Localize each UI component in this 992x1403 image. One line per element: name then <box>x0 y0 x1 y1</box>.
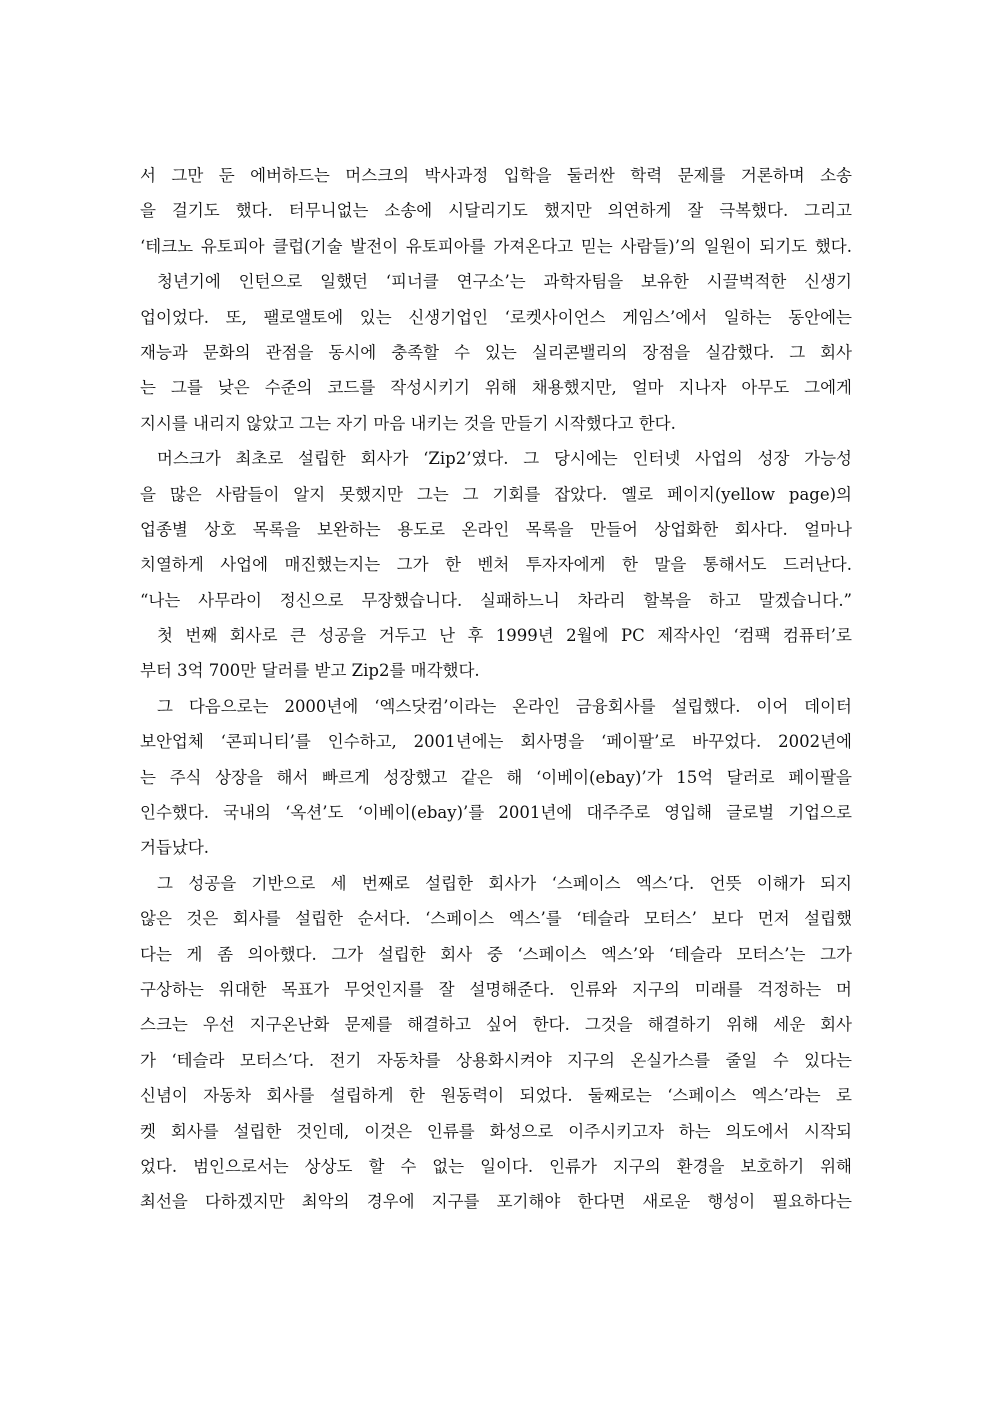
text-line: 었다. 범인으로서는 상상도 할 수 없는 일이다. 인류가 지구의 환경을 보호하기 위해 <box>140 1156 852 1176</box>
paragraph <box>140 618 852 689</box>
paragraph <box>140 689 852 866</box>
text-line: 그 다음으로는 2000년에 ‘엑스닷컴’이라는 온라인 금융회사를 설립했다. 이어 데이터 <box>157 696 852 716</box>
text-line: 부터 3억 700만 달러를 받고 Zip2를 매각했다. <box>140 661 480 681</box>
text-line: 치열하게 사업에 매진했는지는 그가 한 벤처 투자자에게 한 말을 통해서도 드러난다. <box>140 555 852 575</box>
paragraph <box>140 441 852 618</box>
text-line: 을 걸기도 했다. 터무니없는 소송에 시달리기도 했지만 의연하게 잘 극복했다. 그리고 <box>140 201 852 221</box>
text-line: 는 그를 낮은 수준의 코드를 작성시키기 위해 채용했지만, 얼마 지나자 아무도 그에게 <box>140 378 852 398</box>
text-line: 신념이 자동차 회사를 설립하게 한 원동력이 되었다. 둘째로는 ‘스페이스 엑스’라는 로 <box>140 1086 852 1106</box>
text-line: 다는 게 좀 의아했다. 그가 설립한 회사 중 ‘스페이스 엑스’와 ‘테슬라 모터스’는 그가 <box>140 944 852 964</box>
text-line: 재능과 문화의 관점을 동시에 충족할 수 있는 실리콘밸리의 장점을 실감했다. 그 회사 <box>140 342 852 362</box>
text-line: 구상하는 위대한 목표가 무엇인지를 잘 설명해준다. 인류와 지구의 미래를 걱정하는 머 <box>140 979 852 999</box>
text-line: 머스크가 최초로 설립한 회사가 ‘Zip2’였다. 그 당시에는 인터넷 사업의 성장 가능성 <box>157 449 852 469</box>
text-line: 지시를 내리지 않았고 그는 자기 마음 내키는 것을 만들기 시작했다고 한다. <box>140 413 676 433</box>
quote-line: “나는 사무라이 정신으로 무장했습니다. 실패하느니 차라리 할복을 하고 말겠습니다.” <box>140 590 852 610</box>
text-line: 않은 것은 회사를 설립한 순서다. ‘스페이스 엑스’를 ‘테슬라 모터스’ 보다 먼저 설립했 <box>140 909 852 929</box>
paragraph <box>140 866 852 1220</box>
text-line: 첫 번째 회사로 큰 성공을 거두고 난 후 1999년 2월에 PC 제작사인 ‘컴팩 컴퓨터’로 <box>157 626 852 646</box>
paragraph <box>140 264 852 441</box>
text-line: 는 주식 상장을 해서 빠르게 성장했고 같은 해 ‘이베이(ebay)’가 15억 달러로 페이팔을 <box>140 767 852 787</box>
text-line: 가 ‘테슬라 모터스’다. 전기 자동차를 상용화시켜야 지구의 온실가스를 줄일 수 있다는 <box>140 1050 852 1070</box>
text-line: 서 그만 둔 에버하드는 머스크의 박사과정 입학을 둘러싼 학력 문제를 거론하며 소송 <box>140 166 852 185</box>
text-line: 청년기에 인턴으로 일했던 ‘피너클 연구소’는 과학자팀을 보유한 시끌벅적한 신생기 <box>157 272 852 292</box>
text-line: 을 많은 사람들이 알지 못했지만 그는 그 기회를 잡았다. 옐로 페이지(yellow page)의 <box>140 484 852 504</box>
text-line: 보안업체 ‘콘피니티’를 인수하고, 2001년에는 회사명을 ‘페이팔’로 바꾸었다. 2002년에 <box>140 732 852 752</box>
text-line: 거듭났다. <box>140 838 210 858</box>
text-line: 스크는 우선 지구온난화 문제를 해결하고 싶어 한다. 그것을 해결하기 위해 세운 회사 <box>140 1015 852 1035</box>
text-line: 업종별 상호 목록을 보완하는 용도로 온라인 목록을 만들어 상업화한 회사다. 얼마나 <box>140 519 852 539</box>
document-page <box>140 158 852 1220</box>
text-line: 최선을 다하겠지만 최악의 경우에 지구를 포기해야 한다면 새로운 행성이 필요하다는 <box>140 1192 852 1212</box>
paragraph <box>140 158 852 264</box>
text-line: ‘테크노 유토피아 클럽(기술 발전이 유토피아를 가져온다고 믿는 사람들)’의 일원이 되기도 했다. <box>140 236 852 256</box>
text-line: 인수했다. 국내의 ‘옥션’도 ‘이베이(ebay)’를 2001년에 대주주로 영입해 글로벌 기업으로 <box>140 803 852 823</box>
text-line: 그 성공을 기반으로 세 번째로 설립한 회사가 ‘스페이스 엑스’다. 언뜻 이해가 되지 <box>157 873 852 893</box>
text-line: 업이었다. 또, 팰로앨토에 있는 신생기업인 ‘로켓사이언스 게임스’에서 일하는 동안에는 <box>140 307 852 327</box>
text-line: 켓 회사를 설립한 것인데, 이것은 인류를 화성으로 이주시키고자 하는 의도에서 시작되 <box>140 1121 852 1141</box>
